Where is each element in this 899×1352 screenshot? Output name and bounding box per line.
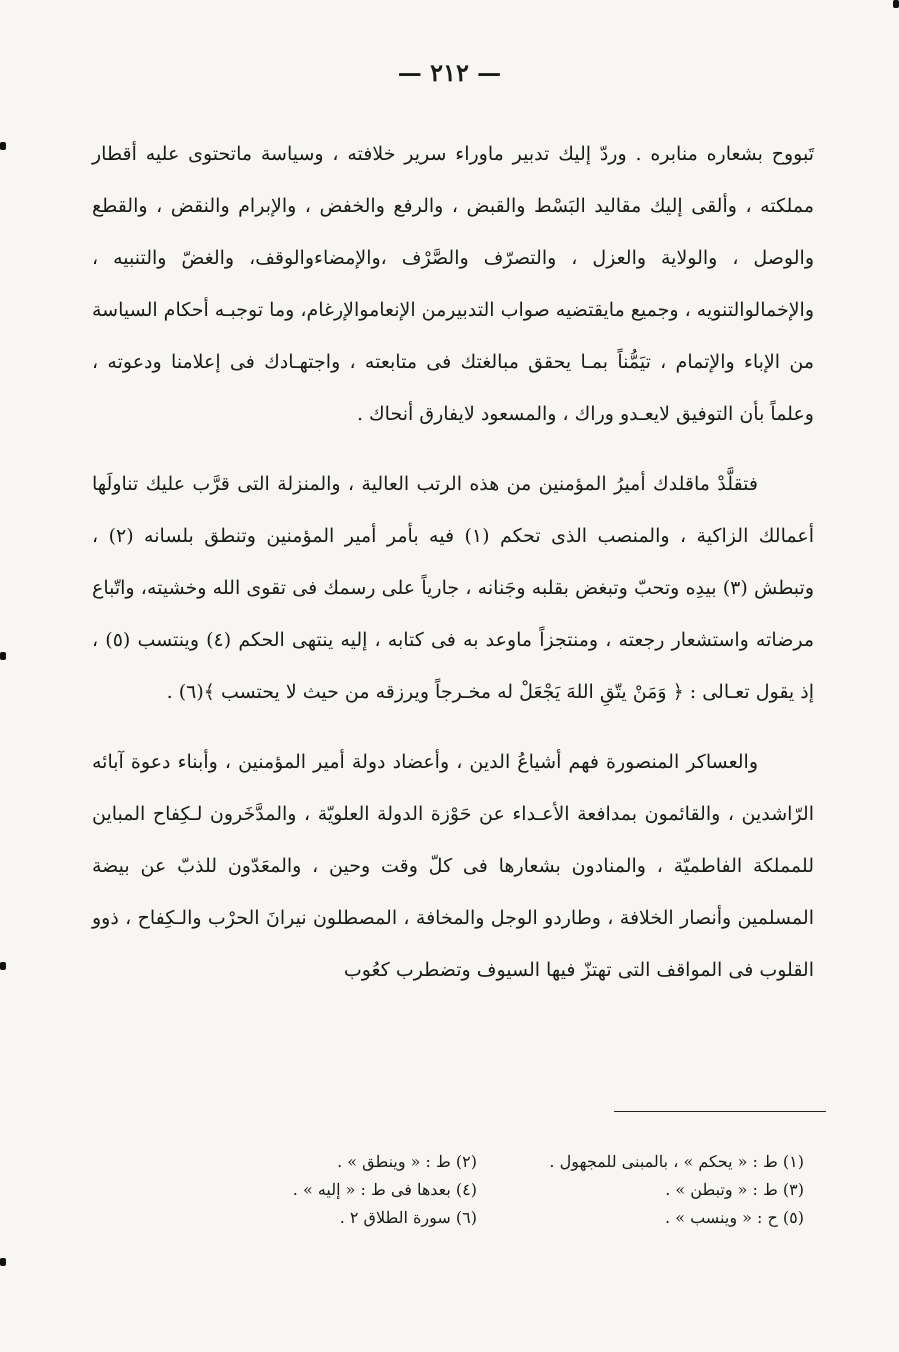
page-number: — ٢١٢ — <box>397 58 502 87</box>
footnote-5: (٥) ح : « وينسب » . <box>665 1208 804 1227</box>
paragraph-gap <box>92 718 814 736</box>
footnote-2: (٢) ط : « وينطق » . <box>337 1152 477 1171</box>
main-text <box>92 128 814 996</box>
footnote-6: (٦) سورة الطلاق ٢ . <box>339 1208 477 1227</box>
paragraph-gap <box>92 440 814 458</box>
footnote-row <box>150 1176 804 1204</box>
paragraph-2: فتقلَّدْ ماقلدك أميرُ المؤمنين من هذه الرتب العالية ، والمنزلة التى قرَّب عليك تناولَها أعمالك الزاكية ، والمنصب الذى تحكم (١) فيه بأمر أمير المؤمنين وتنطق بلسانه (٢) ، وتبطش (٣) بيدِه وتحبّ وتبغض بقلبه وجَنانه ، جارياً على رسمك فى تقوى الله وخشيته، واتّباع مرضاته واستشعار رجعته ، ومنتجزاً ماوعد به فى كتابه ، إليه ينتهى الحكم (٤) وينتسب (٥) ، إذ يقول تعـالى : ﴿ وَمَنْ يتّقِ اللهَ يَجْعَلْ له مخـرجاً ويرزقه من حيث لا يحتسب ﴾(٦) . <box>92 473 814 703</box>
scan-mark <box>0 1258 6 1266</box>
footnote-separator <box>614 1111 826 1112</box>
scan-mark <box>893 0 899 8</box>
scan-mark <box>0 652 6 660</box>
footnotes <box>150 1148 804 1232</box>
footnote-4: (٤) بعدها فى ط : « إليه » . <box>292 1180 477 1199</box>
footnote-1: (١) ط : « يحكم » ، بالمبنى للمجهول . <box>549 1152 804 1171</box>
scan-mark <box>0 142 6 150</box>
paragraph-3: والعساكر المنصورة فهم أشياعُ الدين ، وأعضاد دولة أمير المؤمنين ، وأبناء دعوة آبائه الرّاشدين ، والقائمون بمدافعة الأعـداء عن حَوْزة الدولة العلويّة ، والمدَّخَرون لـكِفاح المباين للمملكة الفاطميّة ، والمنادون بشعارها فى كلّ وقت وحين ، والمعَدّون للذبّ عن بيضة المسلمين وأنصار الخلافة ، وطاردو الوجل والمخافة ، المصطلون نيرانَ الحرْب والـكِفاح ، ذوو القلوب فى المواقف التى تهتزّ فيها السيوف وتضطرب كعُوب <box>92 751 814 981</box>
footnote-row <box>150 1204 804 1232</box>
footnote-row <box>150 1148 804 1176</box>
scan-mark <box>0 962 6 970</box>
footnote-3: (٣) ط : « وتبطن » . <box>665 1180 804 1199</box>
paragraph-1: تَبووح بشعاره منابره . وردّ إليك تدبير ماوراء سرير خلافته ، وسياسة ماتحتوى عليه أقطار مملكته ، وألقى إليك مقاليد البَسْط والقبض ، والرفع والخفض ، والإبرام والنقض ، والقطع والوصل ، والولاية والعزل ، والتصرّف والصَّرْف ،والإمضاءوالوقف، والغضّ والتنبيه ، والإخمالوالتنويه ، وجميع مايقتضيه صواب التدبيرمن الإنعاموالإرغام، وما توجبـه أحكام السياسة من الإباء والإتمام ، تيَمُّناً بمـا يحقق مبالغتك فى متابعته ، واجتهـادك فى إعلامنا ودعوته ، وعلماً بأن التوفيق لايعـدو وراك ، والمسعود لايفارق أنحاك . <box>92 143 814 425</box>
